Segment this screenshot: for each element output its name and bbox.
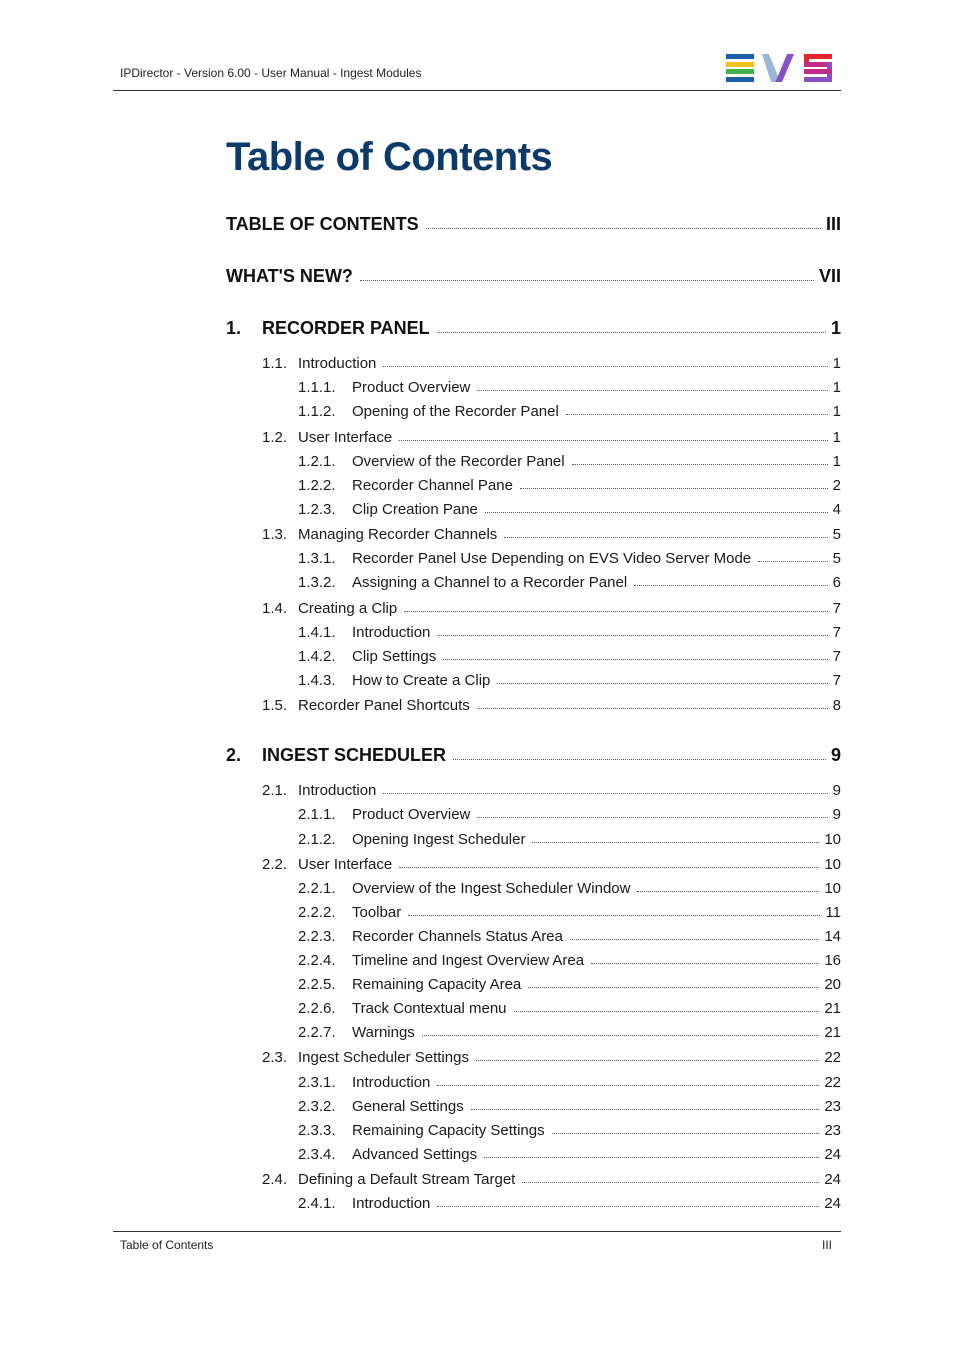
toc-entry[interactable]	[298, 453, 841, 470]
dot-leader	[634, 584, 827, 586]
toc-entry-label: Track Contextual menu	[352, 1000, 507, 1017]
toc-entry-label: Warnings	[352, 1024, 415, 1041]
toc-entry[interactable]	[226, 266, 841, 287]
toc-entry-label: Remaining Capacity Area	[352, 976, 522, 993]
evs-logo	[726, 54, 834, 82]
dot-leader	[437, 331, 826, 333]
toc-entry-page: 1	[832, 403, 841, 420]
toc-entry-number: 2.2.6.	[298, 1000, 336, 1017]
toc-entry-page: 22	[824, 1074, 841, 1091]
toc-entry-number: 2.4.1.	[298, 1195, 336, 1212]
toc-entry[interactable]	[262, 600, 841, 617]
toc-entry[interactable]	[262, 782, 841, 799]
toc-entry-number: 2.1.	[262, 782, 288, 799]
toc-entry[interactable]	[226, 318, 841, 339]
toc-entry-page: 10	[824, 831, 841, 848]
toc-entry-label: Creating a Clip	[298, 600, 398, 617]
toc-entry-page: 10	[824, 880, 841, 897]
toc-entry[interactable]	[298, 1195, 841, 1212]
toc-entry-label: User Interface	[298, 429, 393, 446]
toc-entry-page: 5	[832, 550, 841, 567]
toc-entry-number: 2.2.1.	[298, 880, 336, 897]
toc-entry-page: 7	[832, 624, 841, 641]
dot-leader	[443, 658, 827, 660]
dot-leader	[572, 463, 828, 465]
dot-leader	[408, 914, 820, 916]
dot-leader	[485, 511, 828, 513]
toc-entry-page: 9	[832, 782, 841, 799]
toc-entry-number: 1.2.2.	[298, 477, 336, 494]
dot-leader	[422, 1034, 820, 1036]
dot-leader	[528, 986, 819, 988]
toc-entry-number: 1.1.1.	[298, 379, 336, 396]
header-divider	[113, 90, 841, 91]
toc-entry-page: 21	[824, 1000, 841, 1017]
toc-entry-label: General Settings	[352, 1098, 464, 1115]
toc-entry-label: INGEST SCHEDULER	[262, 745, 447, 765]
dot-leader	[476, 1059, 819, 1061]
dot-leader	[383, 792, 827, 794]
dot-leader	[504, 536, 827, 538]
toc-entry-page: 4	[832, 501, 841, 518]
toc-entry-page: 14	[824, 928, 841, 945]
dot-leader	[360, 279, 814, 281]
toc-entry-number: 2.3.4.	[298, 1146, 336, 1163]
toc-entry[interactable]	[298, 648, 841, 665]
toc-entry-label: Introduction	[298, 782, 377, 799]
toc-entry[interactable]	[262, 1049, 841, 1066]
toc-entry-page: 23	[824, 1122, 841, 1139]
running-header: IPDirector - Version 6.00 - User Manual - Ingest Modules	[120, 66, 422, 80]
dot-leader	[637, 890, 819, 892]
toc-entry-page: 16	[824, 952, 841, 969]
footer-section-name: Table of Contents	[120, 1238, 214, 1252]
toc-entry-label: Product Overview	[352, 379, 471, 396]
toc-entry-label: Recorder Channels Status Area	[352, 928, 563, 945]
toc-entry-number: 2.4.	[262, 1171, 288, 1188]
toc-entry-page: 20	[824, 976, 841, 993]
toc-entry-number: 1.3.1.	[298, 550, 336, 567]
toc-entry-number: 1.3.2.	[298, 574, 336, 591]
toc-entry-number: 2.1.1.	[298, 806, 336, 823]
toc-entry-label: How to Create a Clip	[352, 672, 491, 689]
dot-leader	[437, 1205, 819, 1207]
toc-entry-number: 2.3.3.	[298, 1122, 336, 1139]
toc-entry-page: 5	[832, 526, 841, 543]
toc-entry-label: Managing Recorder Channels	[298, 526, 498, 543]
toc-entry-page: 1	[832, 379, 841, 396]
toc-entry[interactable]	[298, 477, 841, 494]
dot-leader	[566, 413, 828, 415]
toc-entry-number: 1.4.2.	[298, 648, 336, 665]
toc-entry-label: Timeline and Ingest Overview Area	[352, 952, 585, 969]
toc-entry-label: Product Overview	[352, 806, 471, 823]
toc-entry-label: Introduction	[352, 1195, 431, 1212]
toc-entry[interactable]	[262, 697, 841, 714]
toc-entry-number: 1.3.	[262, 526, 288, 543]
toc-entry-label: Ingest Scheduler Settings	[298, 1049, 469, 1066]
toc-entry-label: Clip Creation Pane	[352, 501, 478, 518]
dot-leader	[514, 1010, 820, 1012]
toc-entry-number: 1.2.3.	[298, 501, 336, 518]
toc-entry[interactable]	[226, 214, 841, 235]
dot-leader	[758, 560, 828, 562]
toc-entry-number: 2.2.4.	[298, 952, 336, 969]
toc-entry-number: 1.4.3.	[298, 672, 336, 689]
toc-entry-page: 7	[832, 672, 841, 689]
toc-entry-label: Recorder Panel Shortcuts	[298, 697, 470, 714]
toc-entry-page: 9	[832, 806, 841, 823]
toc-entry-page: 1	[832, 355, 841, 372]
toc-entry-number: 1.1.2.	[298, 403, 336, 420]
toc-entry-label: WHAT'S NEW?	[226, 266, 353, 286]
dot-leader	[570, 938, 819, 940]
toc-entry[interactable]	[262, 355, 841, 372]
toc-entry-page: 7	[832, 600, 841, 617]
toc-entry-page: 11	[825, 904, 841, 921]
toc-entry-page: III	[825, 214, 841, 234]
dot-leader	[383, 365, 827, 367]
toc-entry-page: 1	[830, 318, 841, 338]
toc-entry[interactable]	[262, 526, 841, 543]
dot-leader	[520, 487, 828, 489]
toc-entry[interactable]	[298, 928, 841, 945]
toc-entry[interactable]	[298, 952, 841, 969]
dot-leader	[437, 634, 827, 636]
dot-leader	[552, 1132, 820, 1134]
dot-leader	[404, 610, 827, 612]
toc-entry[interactable]	[298, 672, 841, 689]
toc-entry-number: 2.2.7.	[298, 1024, 336, 1041]
dot-leader	[471, 1108, 820, 1110]
toc-entry[interactable]	[298, 976, 841, 993]
toc-entry[interactable]	[262, 1171, 841, 1188]
footer-page-number: III	[822, 1238, 833, 1252]
dot-leader	[453, 758, 826, 760]
toc-entry-label: Overview of the Ingest Scheduler Window	[352, 880, 631, 897]
toc-entry-page: 24	[824, 1195, 841, 1212]
toc-entry-number: 1.4.1.	[298, 624, 336, 641]
toc-entry[interactable]	[262, 856, 841, 873]
toc-entry-page: 23	[824, 1098, 841, 1115]
toc-entry[interactable]	[226, 745, 841, 766]
toc-entry-label: Toolbar	[352, 904, 402, 921]
toc-entry-label: Introduction	[352, 624, 431, 641]
dot-leader	[497, 682, 827, 684]
toc-entry[interactable]	[262, 429, 841, 446]
toc-entry[interactable]	[298, 1074, 841, 1091]
dot-leader	[484, 1156, 819, 1158]
dot-leader	[477, 707, 828, 709]
toc-entry-number: 1.4.	[262, 600, 288, 617]
toc-entry-label: Defining a Default Stream Target	[298, 1171, 516, 1188]
toc-entry-number: 2.3.1.	[298, 1074, 336, 1091]
dot-leader	[591, 962, 819, 964]
toc-entry-number: 2.1.2.	[298, 831, 336, 848]
toc-entry[interactable]	[298, 403, 841, 420]
toc-entry-page: VII	[818, 266, 841, 286]
toc-entry-label: Introduction	[352, 1074, 431, 1091]
toc-entry[interactable]	[298, 1146, 841, 1163]
page-title: Table of Contents	[226, 135, 553, 179]
toc-entry-page: 1	[832, 429, 841, 446]
toc-entry-number: 1.2.	[262, 429, 288, 446]
toc-entry-number: 2.2.5.	[298, 976, 336, 993]
dot-leader	[399, 439, 827, 441]
toc-entry[interactable]	[298, 831, 841, 848]
toc-entry-page: 9	[830, 745, 841, 765]
toc-entry-number: 2.2.3.	[298, 928, 336, 945]
toc-entry-label: Clip Settings	[352, 648, 437, 665]
dot-leader	[437, 1084, 819, 1086]
toc-entry-number: 1.1.	[262, 355, 288, 372]
dot-leader	[399, 866, 819, 868]
toc-entry[interactable]	[298, 574, 841, 591]
toc-entry-page: 22	[824, 1049, 841, 1066]
toc-entry[interactable]	[298, 501, 841, 518]
toc-entry[interactable]	[298, 904, 841, 921]
toc-entry[interactable]	[298, 1098, 841, 1115]
dot-leader	[426, 227, 821, 229]
dot-leader	[477, 389, 827, 391]
toc-entry-label: Recorder Panel Use Depending on EVS Video Server Mode	[352, 550, 752, 567]
toc-entry-label: Overview of the Recorder Panel	[352, 453, 565, 470]
toc-entry[interactable]	[298, 624, 841, 641]
toc-entry-page: 1	[832, 453, 841, 470]
toc-entry-page: 8	[832, 697, 841, 714]
toc-entry-label: TABLE OF CONTENTS	[226, 214, 419, 234]
dot-leader	[522, 1181, 819, 1183]
toc-entry-page: 10	[824, 856, 841, 873]
footer-divider	[113, 1231, 841, 1232]
toc-entry-page: 2	[832, 477, 841, 494]
toc-entry-label: Introduction	[298, 355, 377, 372]
toc-entry-page: 24	[824, 1171, 841, 1188]
toc-entry-number: 2.3.2.	[298, 1098, 336, 1115]
toc-entry[interactable]	[298, 1000, 841, 1017]
toc-entry-number: 1.2.1.	[298, 453, 336, 470]
toc-entry-label: User Interface	[298, 856, 393, 873]
toc-entry-label: Advanced Settings	[352, 1146, 478, 1163]
dot-leader	[477, 816, 827, 818]
toc-entry-label: Remaining Capacity Settings	[352, 1122, 545, 1139]
toc-entry-label: Opening Ingest Scheduler	[352, 831, 526, 848]
toc-entry-page: 7	[832, 648, 841, 665]
toc-entry[interactable]	[298, 379, 841, 396]
toc-entry[interactable]	[298, 1122, 841, 1139]
toc-entry-number: 1.5.	[262, 697, 288, 714]
toc-entry-label: Recorder Channel Pane	[352, 477, 513, 494]
toc-entry-label: Assigning a Channel to a Recorder Panel	[352, 574, 628, 591]
toc-entry-page: 21	[824, 1024, 841, 1041]
toc-entry-label: RECORDER PANEL	[262, 318, 430, 338]
toc-entry[interactable]	[298, 880, 841, 897]
toc-entry-number: 1.	[226, 318, 242, 338]
toc-entry-number: 2.	[226, 745, 242, 765]
toc-entry[interactable]	[298, 806, 841, 823]
toc-entry[interactable]	[298, 550, 841, 567]
toc-entry-label: Opening of the Recorder Panel	[352, 403, 559, 420]
toc-entry-page: 6	[832, 574, 841, 591]
toc-entry-number: 2.2.2.	[298, 904, 336, 921]
toc-entry-page: 24	[824, 1146, 841, 1163]
dot-leader	[532, 841, 819, 843]
toc-entry[interactable]	[298, 1024, 841, 1041]
toc-entry-number: 2.3.	[262, 1049, 288, 1066]
toc-entry-number: 2.2.	[262, 856, 288, 873]
